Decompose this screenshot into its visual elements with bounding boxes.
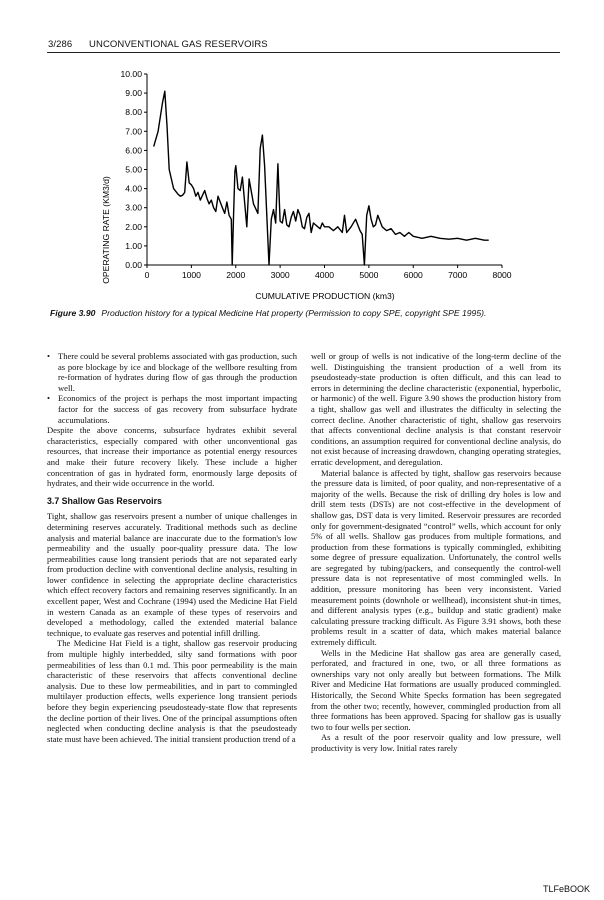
y-tick-label: 7.00: [125, 126, 142, 137]
left-column: [47, 351, 297, 744]
bullet-item: • Economics of the project is perhaps the most important impacting factor for the success of gas recovery from subsurface hydrate accumulations.: [47, 393, 297, 425]
running-header: [48, 39, 268, 50]
y-tick-label: 3.00: [125, 202, 142, 213]
paragraph: Despite the above concerns, subsurface hydrates exhibit several characteristics, especially compared with other unconventional gas resources, that increase their importance as potential energy resources and make their future recovery likely. These include a higher concentration of gas in hydrated form, enormously large deposits of hydrates, and their wide occurrence in the world.: [47, 425, 297, 489]
x-tick-label: 1000: [181, 270, 201, 280]
figure-label: Figure 3.90: [50, 308, 96, 318]
y-tick-label: 0.00: [125, 260, 142, 270]
y-tick-label: 6.00: [125, 145, 142, 156]
paragraph: The Medicine Hat Field is a tight, shallow gas reservoir producing from multiple highly interbedded, silty sand formations with poor permeabilities of less than 0.1 md. This poor permeability is the main characteristic of these reservoirs that affects conventional decline analysis. Due to these low permeabilities, and in part to commingled multilayer production effects, wells experience long transient periods before they begin experiencing pseudosteady-state flow that represents the decline portion of their lives. One of the principal assumptions often neglected when conducting decline analysis is that the pseudosteady state must have been achieved. The initial transient production trend of a: [47, 638, 297, 744]
running-title: UNCONVENTIONAL GAS RESERVOIRS: [89, 39, 268, 50]
y-tick-label: 8.00: [125, 107, 142, 118]
production-history-chart: [0, 60, 604, 305]
paragraph: Wells in the Medicine Hat shallow gas area are generally cased, perforated, and fractured in one, two, or all three formations as ownerships vary not only areally but between formations. The Milk River and Medicine Hat formations are usually produced commingled. Historically, the Second White Specks formation has been segregated from the other two; recently, however, commingled production from all three formations has been approved. Spacing for shallow gas is usually two to four wells per section.: [311, 647, 561, 732]
x-tick-label: 2000: [226, 270, 246, 280]
chart-series: [154, 91, 489, 265]
y-tick-label: 5.00: [125, 164, 142, 175]
chart-ticks: [120, 69, 511, 280]
x-tick-label: 3000: [270, 270, 290, 280]
y-tick-label: 10.00: [120, 69, 142, 79]
y-tick-label: 1.00: [125, 240, 142, 251]
header-rule: [47, 52, 560, 53]
x-tick-label: 8000: [492, 270, 512, 280]
chart-axes: [147, 74, 502, 265]
x-tick-label: 4000: [314, 270, 335, 280]
bullet-list: [47, 351, 297, 425]
right-column: [311, 351, 561, 754]
page-number: 3/286: [48, 39, 73, 50]
y-axis-label: OPERATING RATE (KM3/d): [101, 176, 111, 284]
bullet-item: • There could be several problems associated with gas production, such as pore blockage by ice and blockage of the wellbore resulting from re-formation of hydrates during flow of gas through the production well.: [47, 351, 297, 393]
y-tick-label: 9.00: [125, 88, 142, 99]
figure-caption: [50, 308, 570, 318]
figure-caption-text: Production history for a typical Medicine Hat property (Permission to copy SPE, copyright SPE 1995).: [101, 308, 487, 318]
paragraph: As a result of the poor reservoir quality and low pressure, well productivity is very low. Initial rates rarely: [311, 732, 561, 753]
x-tick-label: 0: [144, 270, 150, 280]
paragraph: Material balance is affected by tight, shallow gas reservoirs because the pressure data is limited, of poor quality, and non-representative of a majority of the wells. Because the risk of drilling dry holes is low and drill stem tests (DSTs) are not cost-effective in the development of shallow gas, DST data is very limited. Reservoir pressures are recorded only for government-designated “control” wells, which account for only 5% of all wells. Shallow gas produces from multiple formations, and production from these formations is typically commingled, exhibiting some degree of pressure equalization. Unfortunately, the control wells are segregated by tubing/packers, and consequently the control-well pressure data is not representative of most commingled wells. In addition, pressure monitoring has been very inconsistent. Varied measurement points (downhole or wellhead), inconsistent shut-in times, and different analysis types (e.g., buildup and static gradient) make calculating pressure tracking difficult. As Figure 3.91 shows, both these problems result in a scatter of data, which makes material balance extremely difficult.: [311, 467, 561, 648]
x-tick-label: 7000: [448, 270, 468, 280]
x-tick-label: 5000: [359, 270, 379, 280]
y-tick-label: 4.00: [125, 183, 142, 194]
x-axis-label: CUMULATIVE PRODUCTION (km3): [255, 291, 395, 301]
series-line: [154, 91, 489, 265]
footer-watermark: TLFeBOOK: [542, 884, 590, 894]
paragraph: Tight, shallow gas reservoirs present a number of unique challenges in determining reserves accurately. Traditional methods such as decline analysis and material balance are inaccurate due to the formation's low permeability and the usually poor-quality pressure data. The low permeabilities cause long transient periods that are not separated early from production decline with conventional decline analysis, resulting in lower confidence in selecting the appropriate decline characteristics which effect recovery factors and remaining reserves significantly. In an excellent paper, West and Cochrane (1994) used the Medicine Hat Field in western Canada as an example of these types of reservoirs and developed a methodology, called the extended material balance technique, to evaluate gas reserves and potential infill drilling.: [47, 511, 297, 638]
paragraph: well or group of wells is not indicative of the long-term decline of the well. Distinguishing the transient production of a well from its pseudosteady-state production is often difficult, and this can lead to errors in determining the decline characteristic (exponential, hyperbolic, or harmonic) of the well. Figure 3.90 shows the production history from a tight, shallow gas well and illustrates the difficulty in selecting the correct decline. Another characteristic of tight, shallow gas reservoirs that affects conventional decline analysis is that constant reservoir conditions, an assumption required for conventional decline analysis, do not exist because of increasing drawdown, changing operating strategies, erratic development, and deregulation.: [311, 351, 561, 467]
section-heading: 3.7 Shallow Gas Reservoirs: [47, 495, 162, 506]
y-tick-label: 2.00: [125, 221, 142, 232]
x-tick-label: 6000: [403, 270, 423, 280]
